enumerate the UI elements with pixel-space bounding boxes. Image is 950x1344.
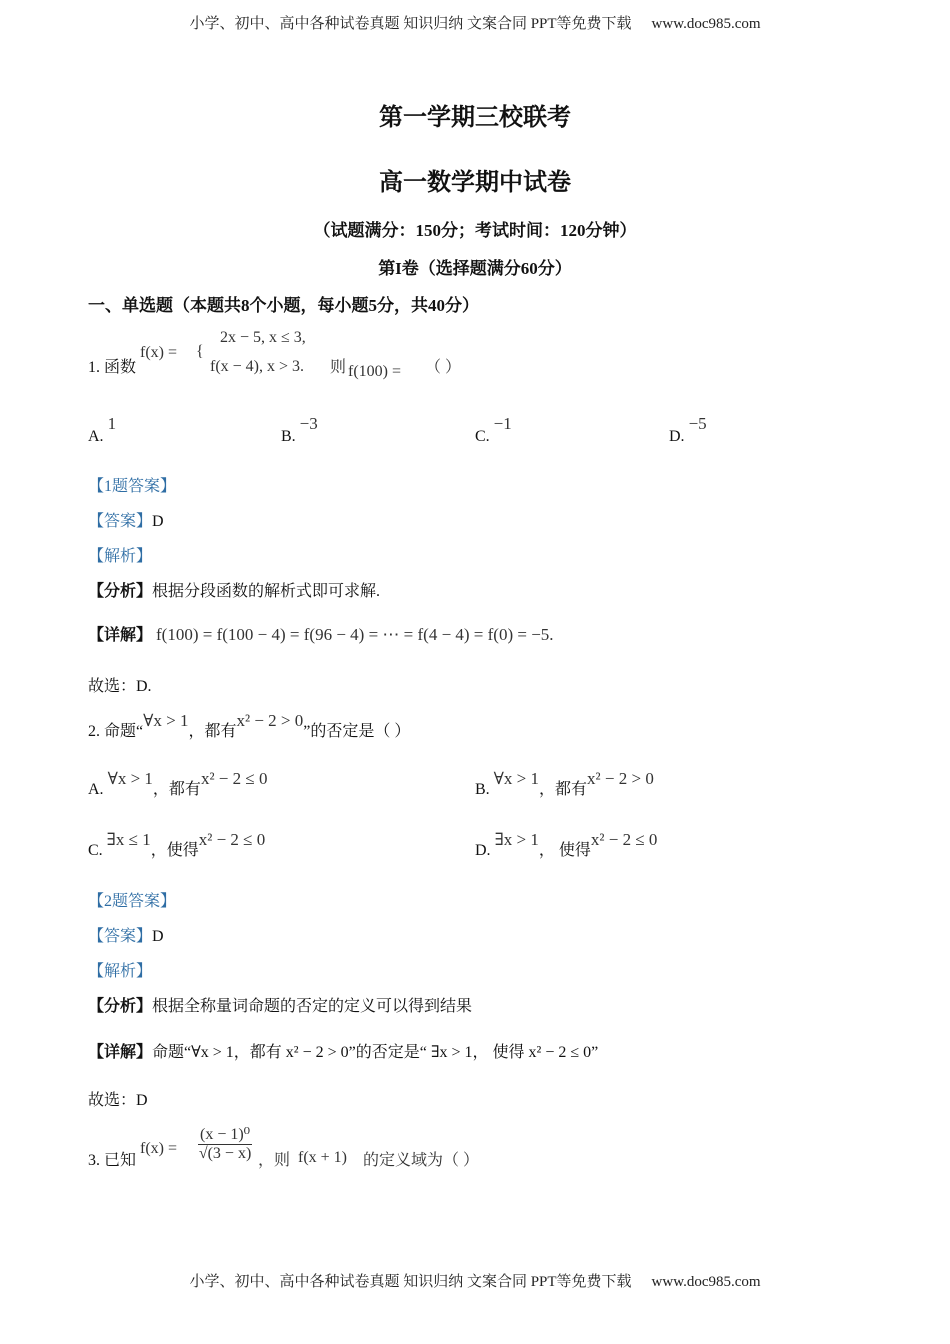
- q2-analysis-header: 【解析】: [88, 963, 153, 980]
- q2-answer-header: 【2题答案】: [88, 893, 177, 910]
- q1-piece1: 2x − 5, x ≤ 3,: [220, 329, 306, 346]
- q3-stem-prefix: 3. 已知: [88, 1152, 137, 1169]
- footer-banner: [0, 1270, 950, 1291]
- q1-piece2: f(x − 4), x > 3.: [210, 358, 305, 375]
- q2-stem: 2. 命题“∀x > 1，都有x² − 2 > 0”的否定是（ ）: [88, 711, 411, 740]
- q1-analysis-header: 【解析】: [88, 548, 153, 565]
- q1-stem: 1. 函数: [88, 359, 137, 376]
- q1-option-a[interactable]: A. 1: [88, 414, 117, 445]
- title-line2: 高一数学期中试卷: [379, 170, 571, 196]
- q3-then: ，则: [258, 1152, 291, 1169]
- q1-answer: 【答案】D: [88, 513, 164, 530]
- exam-meta: （试题满分：150分；考试时间：120分钟）: [313, 221, 637, 240]
- q3-fraction: $\frac{\text{(x − 1)⁰}}{√(3 - x)}$: [198, 1126, 252, 1162]
- q1-answer-header: 【1题答案】: [88, 478, 177, 495]
- q1-brace: {: [196, 343, 204, 360]
- header-banner: [0, 12, 950, 33]
- q2-option-a[interactable]: A. ∀x > 1，都有x² − 2 ≤ 0: [88, 769, 268, 798]
- banner-text: 小学、初中、高中各种试卷真题 知识归纳 文案合同 PPT等免费下载: [189, 16, 632, 32]
- q1-f-of-x: f(x) =: [140, 344, 178, 361]
- banner-url[interactable]: www.doc985.com: [651, 16, 761, 32]
- q1-xiangjie: 【详解】 f(100) = f(100 − 4) = f(96 − 4) = ⋯ = f(4 − 4) = f(0) = −5.: [88, 625, 554, 644]
- q3-lhs: f(x) =: [140, 1140, 178, 1157]
- part-heading: 第I卷（选择题满分60分）: [378, 259, 572, 278]
- footer-banner-url[interactable]: www.doc985.com: [651, 1274, 761, 1290]
- q1-conclusion: 故选：D.: [88, 678, 152, 695]
- footer-banner-text: 小学、初中、高中各种试卷真题 知识归纳 文案合同 PPT等免费下载: [189, 1274, 632, 1290]
- q2-fenxi: 【分析】根据全称量词命题的否定的定义可以得到结果: [88, 998, 473, 1015]
- q2-answer: 【答案】D: [88, 928, 164, 945]
- q1-paren: （ ）: [425, 359, 462, 376]
- q3-suffix: 的定义域为（ ）: [363, 1152, 480, 1169]
- q2-option-b[interactable]: B. ∀x > 1，都有x² − 2 > 0: [475, 769, 654, 798]
- q1-then: 则: [330, 359, 347, 376]
- section1-heading: 一、单选题（本题共8个小题，每小题5分，共40分）: [88, 296, 479, 315]
- q2-xiangjie: 【详解】命题“∀x > 1，都有 x² − 2 > 0”的否定是“ ∃x > 1， 使得 x² − 2 ≤ 0”: [88, 1044, 599, 1061]
- q2-option-c[interactable]: C. ∃x ≤ 1，使得x² − 2 ≤ 0: [88, 830, 266, 859]
- q1-option-d[interactable]: D. −5: [669, 414, 707, 445]
- q2-conclusion: 故选：D: [88, 1092, 148, 1109]
- q1-fenxi: 【分析】根据分段函数的解析式即可求解.: [88, 583, 381, 600]
- q1-expr: f(100) =: [348, 363, 402, 380]
- q1-option-b[interactable]: B. −3: [281, 414, 318, 445]
- q3-expr: f(x + 1): [298, 1149, 348, 1166]
- q1-option-c[interactable]: C. −1: [475, 414, 512, 445]
- title-line1: 第一学期三校联考: [379, 105, 571, 131]
- q2-option-d[interactable]: D. ∃x > 1， 使得x² − 2 ≤ 0: [475, 830, 658, 859]
